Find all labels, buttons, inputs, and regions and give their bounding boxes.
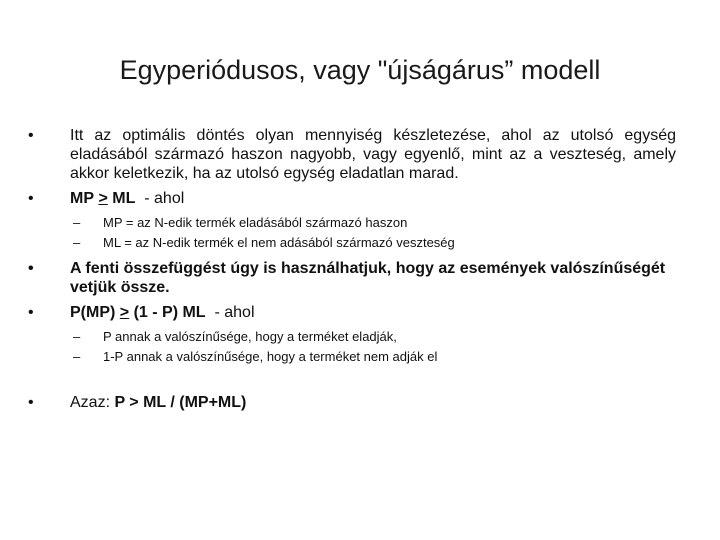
formula-suffix: - ahol [214,304,255,321]
bullet-marker: • [28,394,34,411]
sub-list-probability [28,327,676,367]
sub-text: 1-P annak a valószínűsége, hogy a terméket nem adják el [103,349,438,364]
sub-marker: – [73,349,81,364]
formula-suffix: - ahol [144,190,185,207]
conclusion-prefix: Azaz: [70,394,111,411]
bullet-mp-ml [28,189,676,208]
formula-ml: ML [112,190,136,207]
slide-title: Egyperiódusos, vagy "újságárus” modell [119,55,601,85]
sub-text: ML = az N-edik termék el nem adásából származó veszteség [103,235,455,250]
sub-item [28,233,676,253]
formula-left: P(MP) [70,304,116,321]
formula-right: (1 - P) ML [133,304,206,321]
sub-marker: – [73,215,81,230]
sub-item [28,347,676,367]
bullet-probability [28,259,676,297]
sub-text: P annak a valószínűsége, hogy a terméket eladják, [103,329,397,344]
bullet-marker: • [28,260,34,277]
sub-list-mp-ml [28,213,676,253]
sub-marker: – [73,329,81,344]
bullet-marker: • [28,304,34,321]
bullet-text: A fenti összefüggést úgy is használhatjuk, hogy az események valószínűségét vetjük össze. [70,260,666,296]
sub-marker: – [73,235,81,250]
bullet-conclusion [28,393,676,412]
sub-item [28,213,676,233]
bullet-text: Itt az optimális döntés olyan mennyiség készletezése, ahol az utolsó egység eladásából származó haszon nagyobb, vagy egyenlő, mint az a veszteség, amely akkor keletkezik, ha az utolsó egység eladatlan marad. [70,127,676,182]
formula-mp: MP [70,190,94,207]
formula-ge: > [119,304,130,321]
slide-content [28,126,676,412]
bullet-marker: • [28,190,34,207]
formula-ge: > [98,190,108,207]
sub-text: MP = az N-edik termék eladásából származó haszon [103,215,408,230]
bullet-pmp-formula [28,303,676,322]
bullet-marker: • [28,127,34,144]
bullet-optimal-decision [28,126,676,183]
conclusion-formula: P > ML / (MP+ML) [114,394,247,411]
sub-item [28,327,676,347]
